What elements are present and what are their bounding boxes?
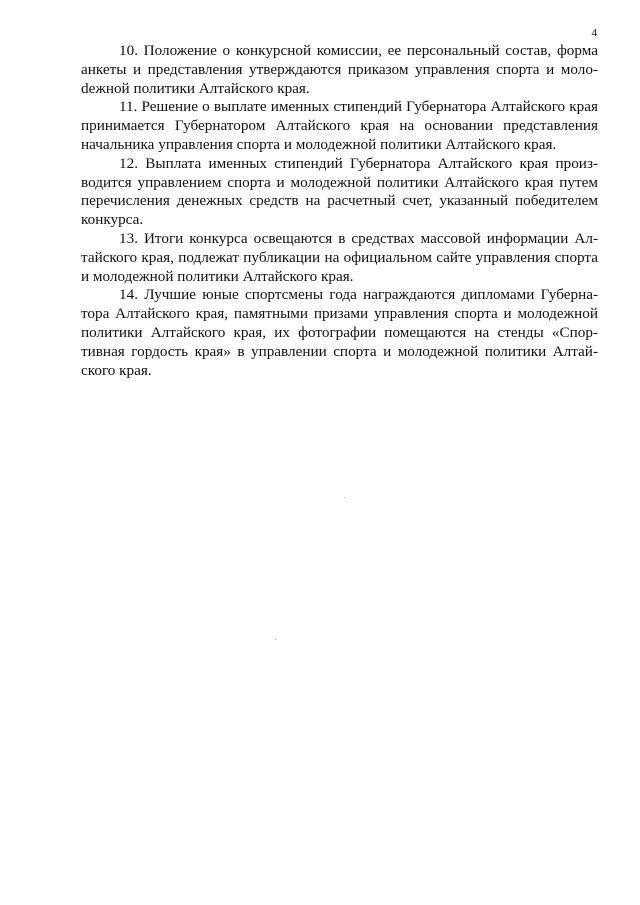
paragraph-item-11: 11. Решение о выплате именных стипендий Губернатора Алтайского края принимается Губернатором Алтайского края на основании представления начальника управления спорта и молодежной политики Алтайского края. <box>81 98 598 153</box>
paragraph-item-10: 10. Положение о конкурсной комиссии, ее персональный состав, форма анкеты и представления утверждаются приказом управления спорта и молоdежной политики Алтайского края. <box>81 42 598 97</box>
paragraph-item-12: 12. Выплата именных стипендий Губернатора Алтайского края производится управлением спорта и молодежной политики Алтайского края путем перечисления денежных средств на расчетный счет, указанный победителем конкурса. <box>81 154 598 229</box>
scan-speck <box>275 639 276 640</box>
paragraph-item-13: 13. Итоги конкурса освещаются в средствах массовой информации Алтайского края, подлежат публикации на официальном сайте управления спорта и молодежной политики Алтайского края. <box>81 229 598 285</box>
page-number: 4 <box>591 27 597 39</box>
document-body <box>81 42 598 380</box>
scan-speck <box>344 497 345 498</box>
paragraph-item-14: 14. Лучшие юные спортсмены года награждаются дипломами Губернатора Алтайского края, памятными призами управления спорта и молодежной политики Алтайского края, их фотографии помещаются на стенды «Спортивная гордость края» в управлении спорта и молодежной политики Алтайского края. <box>81 286 598 379</box>
